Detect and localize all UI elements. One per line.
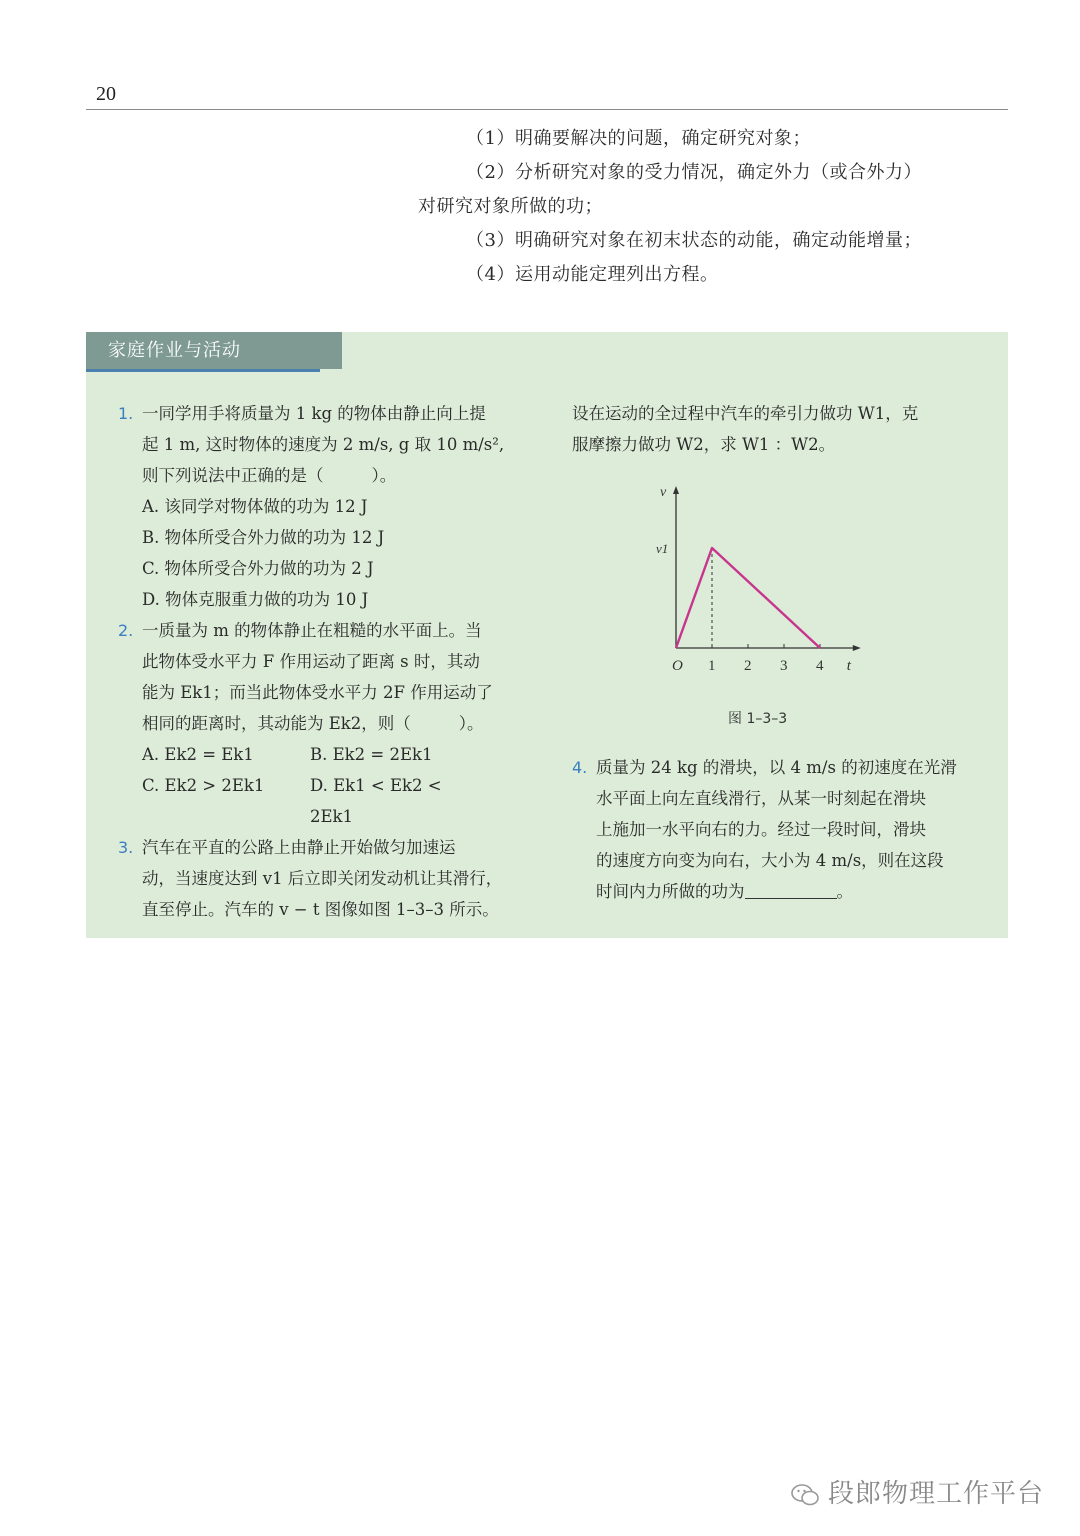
wechat-icon [790, 1482, 820, 1508]
watermark-text: 段郎物理工作平台 [828, 1479, 1045, 1509]
page-number: 20 [96, 83, 116, 105]
question-line: 能为 Ek1；而当此物体受水平力 2F 作用运动了 [142, 683, 493, 702]
figure-caption: 图 1–3–3 [728, 711, 788, 727]
question-line: 动，当速度达到 v1 后立即关闭发动机让其滑行， [142, 869, 503, 888]
question-number: 4. [572, 758, 588, 777]
homework-left-column [118, 398, 538, 925]
homework-title: 家庭作业与活动 [86, 332, 342, 369]
options-row [118, 770, 538, 832]
answer-blank [745, 880, 837, 899]
question-number: 1. [118, 404, 134, 423]
option-d: D. Ek1 < Ek2 < 2Ek1 [310, 776, 442, 826]
question-number: 3. [118, 838, 134, 857]
step-2-continued: 对研究对象所做的功； [418, 196, 603, 217]
step-2: （2）分析研究对象的受力情况，确定外力（或合外力） [466, 162, 922, 183]
question-line: 汽车在平直的公路上由静止开始做匀加速运 [142, 838, 456, 857]
header-rule [86, 109, 1008, 110]
y-axis-arrow [673, 486, 679, 494]
x-tick-label: 4 [816, 658, 824, 674]
step-3: （3）明确研究对象在初末状态的动能，确定动能增量； [466, 230, 922, 251]
question-line: 则下列说法中正确的是（ ）。 [142, 466, 397, 485]
question-3-continued [572, 398, 992, 460]
question-line: 质量为 24 kg 的滑块，以 4 m/s 的初速度在光滑 [596, 758, 957, 777]
steps-list [418, 122, 1018, 292]
question-3 [118, 832, 538, 925]
question-line: 起 1 m, 这时物体的速度为 2 m/s, g 取 10 m/s², [142, 435, 505, 454]
y-axis-label: v [660, 485, 667, 500]
question-line: 一质量为 m 的物体静止在粗糙的水平面上。当 [142, 621, 482, 640]
x-tick-label: 3 [780, 658, 788, 674]
option-c: C. 物体所受合外力做的功为 2 J [142, 559, 374, 578]
question-1 [118, 398, 538, 491]
homework-right-column [572, 398, 992, 907]
option-d: D. 物体克服重力做的功为 10 J [142, 590, 369, 609]
option-b: B. Ek2 = 2Ek1 [310, 745, 433, 764]
x-axis-arrow [853, 645, 861, 651]
question-line: 的速度方向变为向右，大小为 4 m/s，则在这段 [596, 851, 944, 870]
question-line: 此物体受水平力 F 作用运动了距离 s 时，其动 [142, 652, 480, 671]
question-number: 2. [118, 621, 134, 640]
option-a: A. 该同学对物体做的功为 12 J [142, 497, 368, 516]
question-line: 相同的距离时，其动能为 Ek2，则（ ）。 [142, 714, 484, 733]
x-tick-label: 1 [708, 658, 716, 674]
question-line: 一同学用手将质量为 1 kg 的物体由静止向上提 [142, 404, 486, 423]
question-line: 水平面上向左直线滑行，从某一时刻起在滑块 [596, 789, 926, 808]
step-1: （1）明确要解决的问题，确定研究对象； [466, 128, 811, 149]
watermark [790, 1473, 1044, 1510]
question-line: 直至停止。汽车的 v − t 图像如图 1–3–3 所示。 [142, 900, 499, 919]
x-axis-label: t [846, 658, 851, 674]
question-2 [118, 615, 538, 739]
question-line: 上施加一水平向右的力。经过一段时间，滑块 [596, 820, 926, 839]
options-row [118, 739, 538, 770]
velocity-line [676, 548, 820, 648]
option-b: B. 物体所受合外力做的功为 12 J [142, 528, 385, 547]
option-c: C. Ek2 > 2Ek1 [142, 776, 265, 795]
vt-figure [632, 485, 892, 730]
step-4: （4）运用动能定理列出方程。 [466, 264, 719, 285]
x-tick-label: 2 [744, 658, 752, 674]
homework-box [86, 332, 1008, 938]
question-4 [572, 752, 992, 907]
vt-chart [632, 485, 892, 700]
option-a: A. Ek2 = Ek1 [142, 745, 254, 764]
question-line: 时间内力所做的功为 。 [596, 882, 853, 901]
v1-label: v1 [656, 541, 669, 556]
question-line: 服摩擦力做功 W2，求 W1 ：W2。 [572, 435, 836, 454]
homework-title-rule [86, 369, 320, 372]
question-line: 设在运动的全过程中汽车的牵引力做功 W1，克 [572, 404, 919, 423]
origin-label: O [672, 658, 683, 674]
